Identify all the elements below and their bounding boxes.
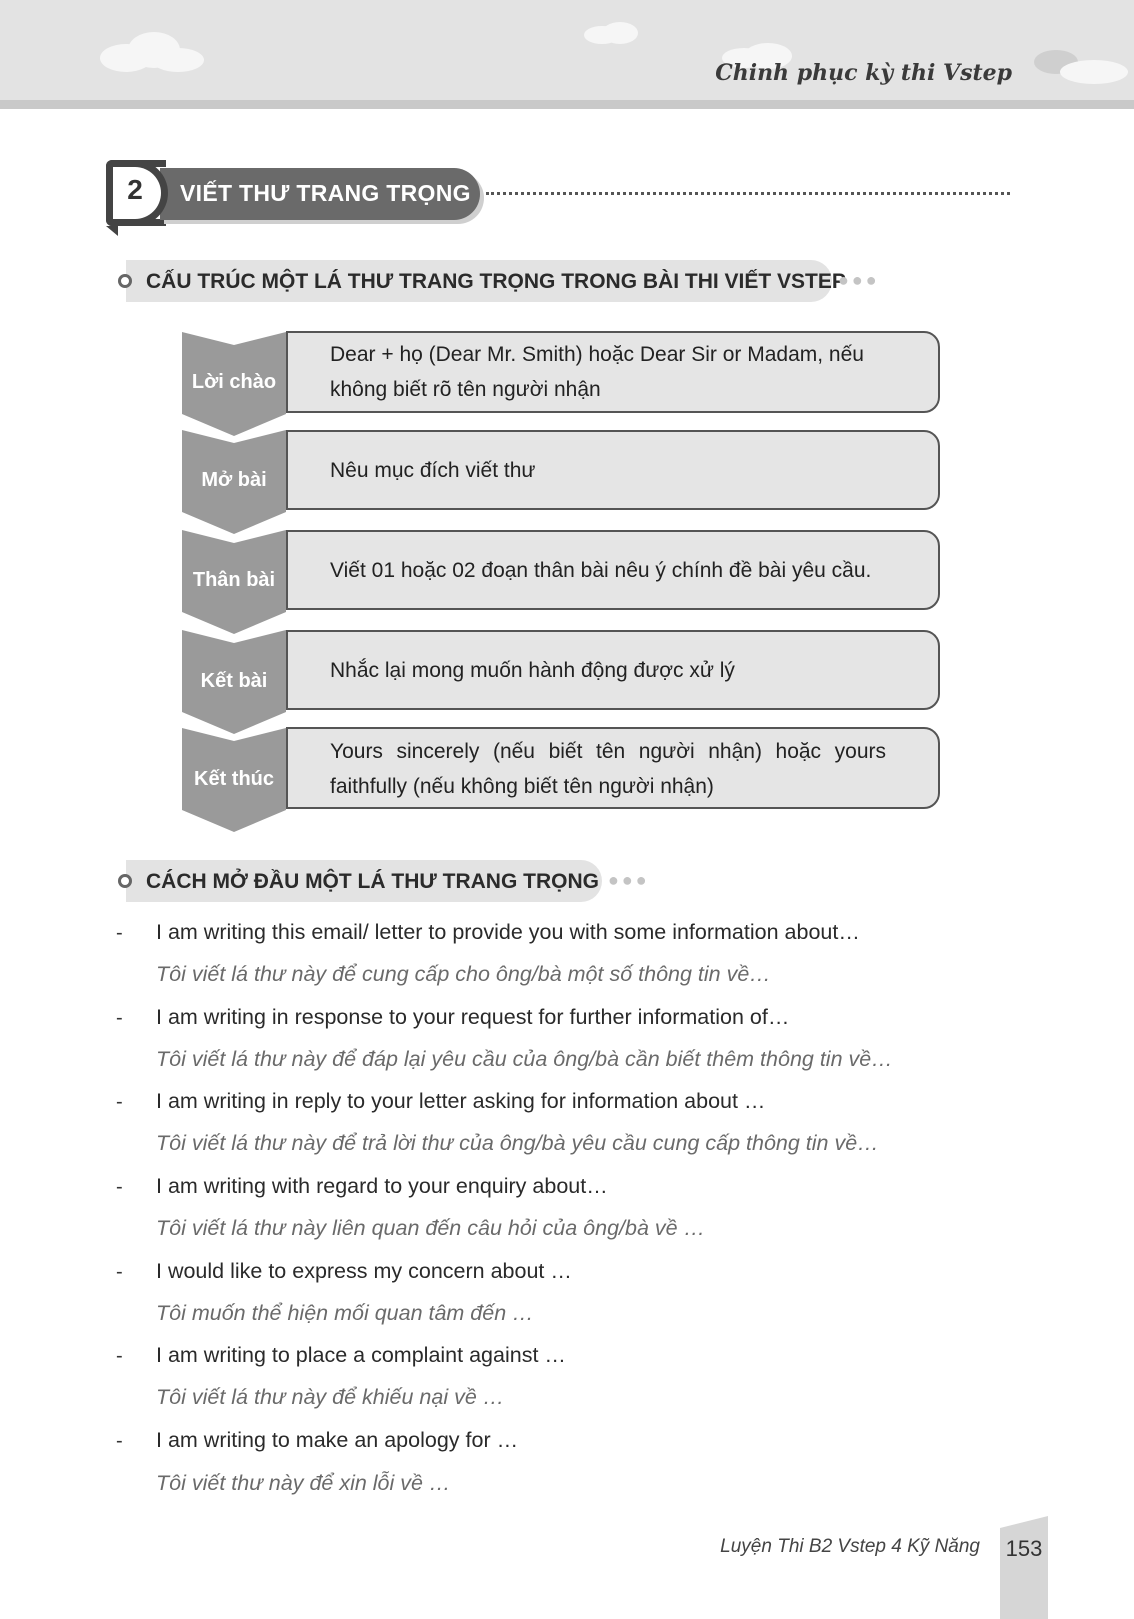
header-title: Chinh phục kỳ thi Vstep: [715, 60, 1012, 86]
heading-ring-icon: [118, 274, 132, 288]
structure-row-text: Nhắc lại mong muốn hành động được xử lý: [330, 659, 735, 682]
list-bullet: -: [116, 1176, 123, 1198]
structure-row-label: Mở bài: [201, 469, 267, 491]
list-bullet: -: [116, 1091, 123, 1113]
phrase-english: I am writing to place a complaint against …: [156, 1343, 566, 1367]
list-bullet: -: [116, 1007, 123, 1029]
phrase-english: I am writing in response to your request for further information of…: [156, 1005, 790, 1029]
phrase-vietnamese: Tôi viết lá thư này liên quan đến câu hỏi của ông/bà về …: [156, 1216, 706, 1240]
cloud-icon: [582, 20, 642, 46]
structure-row-text: Nêu mục đích viết thư: [330, 459, 536, 482]
list-bullet: -: [116, 922, 123, 944]
section-tab-fold: [106, 226, 118, 236]
heading-trailing-dots: ●●●: [838, 270, 880, 290]
phrase-english: I am writing this email/ letter to provide you with some information about…: [156, 920, 860, 944]
list-bullet: -: [116, 1261, 123, 1283]
heading-ring-icon: [118, 874, 132, 888]
structure-row-text: Dear + họ (Dear Mr. Smith) hoặc Dear Sir or Madam, nếu không biết rõ tên người nhận: [330, 343, 864, 401]
phrase-vietnamese: Tôi muốn thể hiện mối quan tâm đến …: [156, 1301, 534, 1325]
structure-row-label: Lời chào: [191, 371, 277, 393]
structure-row-label: Kết thúc: [194, 768, 274, 790]
heading-trailing-dots: ●●●: [608, 870, 650, 890]
structure-row-text: Viết 01 hoặc 02 đoạn thân bài nêu ý chính đề bài yêu cầu.: [330, 559, 872, 582]
phrase-english: I am writing in reply to your letter asking for information about …: [156, 1089, 766, 1113]
phrase-english: I am writing with regard to your enquiry about…: [156, 1174, 608, 1198]
structure-row-text: Yours sincerely (nếu biết tên người nhận) hoặc yours: [330, 740, 886, 763]
phrase-english: I am writing to make an apology for …: [156, 1428, 519, 1452]
phrase-english: I would like to express my concern about …: [156, 1259, 572, 1283]
phrase-vietnamese: Tôi viết thư này để xin lỗi về …: [156, 1471, 451, 1495]
footer-book-title: Luyện Thi B2 Vstep 4 Kỹ Năng: [720, 1536, 980, 1557]
structure-heading: CẤU TRÚC MỘT LÁ THƯ TRANG TRỌNG TRONG BÀI THI VIẾT VSTEP: [146, 270, 846, 293]
structure-row-label: Thân bài: [192, 569, 276, 591]
cloud-icon: [1030, 44, 1134, 84]
list-bullet: -: [116, 1430, 123, 1452]
phrase-vietnamese: Tôi viết lá thư này để đáp lại yêu cầu của ông/bà cần biết thêm thông tin về…: [156, 1047, 893, 1071]
page-number-tab: [1000, 1516, 1048, 1619]
section-number: 2: [127, 174, 143, 205]
structure-row-label: Kết bài: [200, 670, 268, 692]
phrase-vietnamese: Tôi viết lá thư này để khiếu nại về …: [156, 1385, 505, 1409]
section-title: VIẾT THƯ TRANG TRỌNG: [180, 180, 471, 206]
page-number: 153: [1005, 1536, 1043, 1561]
header-divider: [0, 100, 1134, 109]
openings-heading: CÁCH MỞ ĐẦU MỘT LÁ THƯ TRANG TRỌNG: [146, 870, 599, 893]
list-bullet: -: [116, 1345, 123, 1367]
section-dotted-rule: [486, 192, 1010, 195]
phrase-vietnamese: Tôi viết lá thư này để trả lời thư của ông/bà yêu cầu cung cấp thông tin về…: [156, 1131, 879, 1155]
cloud-icon: [96, 30, 208, 74]
structure-row-text: faithfully (nếu không biết tên người nhận): [330, 775, 714, 798]
phrase-vietnamese: Tôi viết lá thư này để cung cấp cho ông/bà một số thông tin về…: [156, 962, 771, 986]
